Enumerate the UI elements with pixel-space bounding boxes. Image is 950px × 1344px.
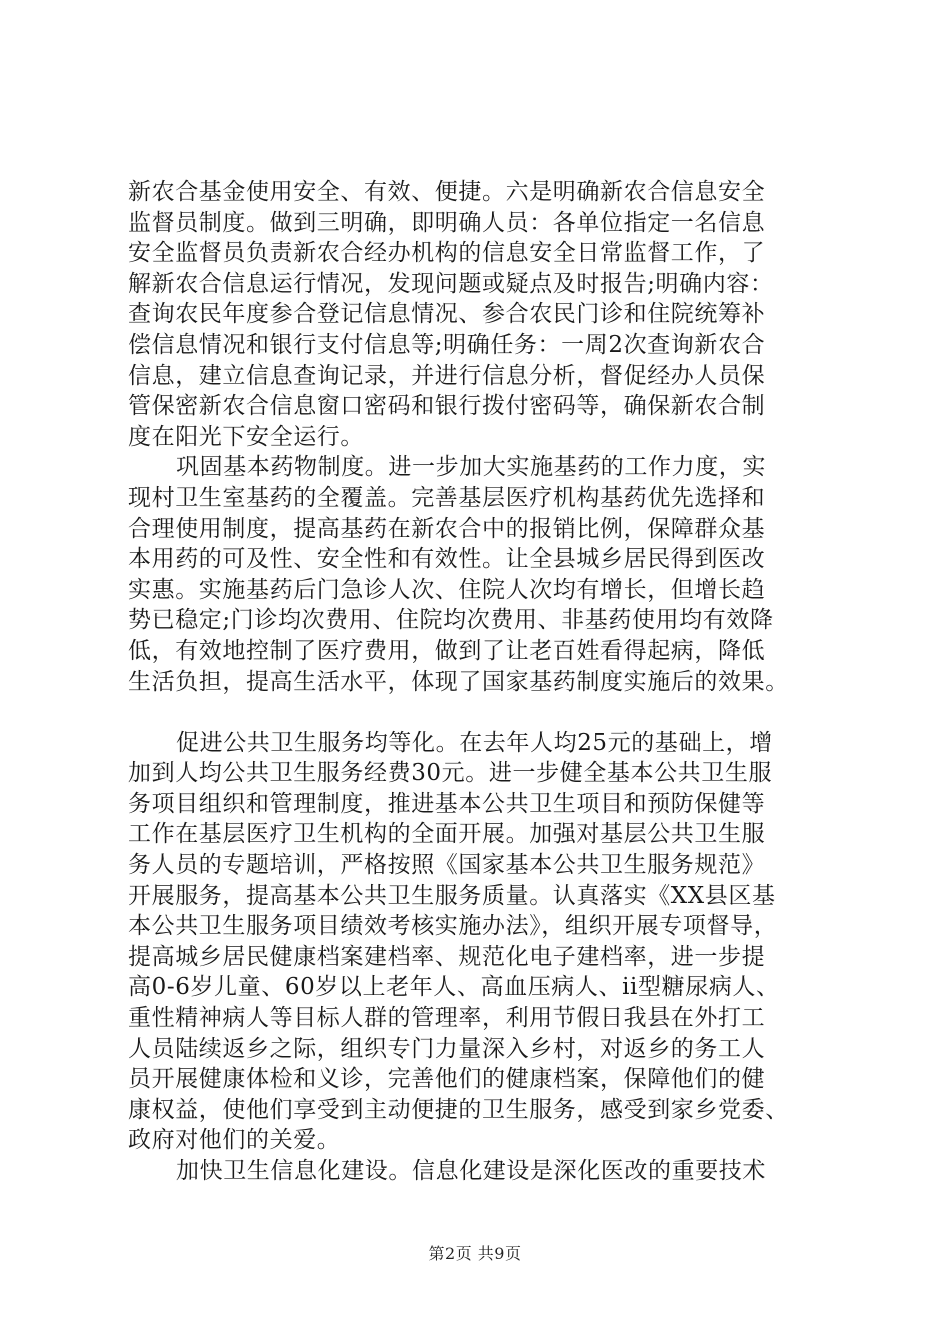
text-line: 康权益，使他们享受到主动便捷的卫生服务，感受到家乡党委、: [128, 1096, 789, 1123]
text-line: 高0-6岁儿童、60岁以上老年人、高血压病人、ii型糖尿病人、: [128, 974, 780, 1001]
text-line: 新农合基金使用安全、有效、便捷。六是明确新农合信息安全: [128, 179, 766, 205]
paragraph-first-line: 加快卫生信息化建设。信息化建设是深化医改的重要技术: [176, 1158, 766, 1184]
text-line: 务项目组织和管理制度，推进基本公共卫生项目和预防保健等: [128, 790, 766, 817]
text-line: 实惠。实施基药后门急诊人次、住院人次均有增长，但增长趋: [128, 576, 766, 603]
text-line: 偿信息情况和银行支付信息等;明确任务：一周2次查询新农合: [128, 331, 766, 358]
paragraph-first-line: 巩固基本药物制度。进一步加大实施基药的工作力度，实: [176, 454, 766, 481]
text-line: 加到人均公共卫生服务经费30元。进一步健全基本公共卫生服: [128, 760, 773, 787]
text-line: 工作在基层医疗卫生机构的全面开展。加强对基层公共卫生服: [128, 821, 766, 848]
text-line: 人员陆续返乡之际，组织专门力量深入乡村，对返乡的务工人: [128, 1035, 766, 1062]
text-line: 现村卫生室基药的全覆盖。完善基层医疗机构基药优先选择和: [128, 484, 766, 511]
text-line: 安全监督员负责新农合经办机构的信息安全日常监督工作，了: [128, 240, 766, 267]
text-line: 政府对他们的关爱。: [128, 1127, 341, 1154]
text-line: 监督员制度。做到三明确，即明确人员：各单位指定一名信息: [128, 209, 766, 236]
text-line: 查询农民年度参合登记信息情况、参合农民门诊和住院统筹补: [128, 301, 766, 328]
page-number-footer: 第2页 共9页: [428, 1244, 522, 1263]
text-line: 解新农合信息运行情况，发现问题或疑点及时报告;明确内容：: [128, 270, 774, 297]
text-line: 低，有效地控制了医疗费用，做到了让老百姓看得起病，降低: [128, 637, 766, 664]
document-body: [128, 177, 828, 1187]
text-line: 重性精神病人等目标人群的管理率，利用节假日我县在外打工: [128, 1005, 766, 1032]
text-line: 势已稳定;门诊均次费用、住院均次费用、非基药使用均有效降: [128, 607, 774, 634]
blank-line: [128, 697, 828, 728]
text-line: 提高城乡居民健康档案建档率、规范化电子建档率，进一步提: [128, 943, 766, 970]
text-line: 本公共卫生服务项目绩效考核实施办法》，组织开展专项督导，: [128, 913, 778, 940]
text-line: 合理使用制度，提高基药在新农合中的报销比例，保障群众基: [128, 515, 766, 542]
text-line: 本用药的可及性、安全性和有效性。让全县城乡居民得到医改: [128, 546, 766, 573]
text-line: 务人员的专题培训，严格按照《国家基本公共卫生服务规范》: [128, 852, 766, 879]
text-line: 度在阳光下安全运行。: [128, 423, 364, 450]
text-line: 开展服务，提高基本公共卫生服务质量。认真落实《XX县区基: [128, 882, 776, 909]
text-line: 生活负担，提高生活水平，体现了国家基药制度实施后的效果。: [128, 668, 789, 695]
text-line: 员开展健康体检和义诊，完善他们的健康档案，保障他们的健: [128, 1066, 766, 1093]
paragraph-first-line: 促进公共卫生服务均等化。在去年人均25元的基础上，增: [176, 729, 773, 756]
text-line: 信息，建立信息查询记录，并进行信息分析，督促经办人员保: [128, 362, 766, 389]
text-line: 管保密新农合信息窗口密码和银行拨付密码等，确保新农合制: [128, 393, 766, 420]
